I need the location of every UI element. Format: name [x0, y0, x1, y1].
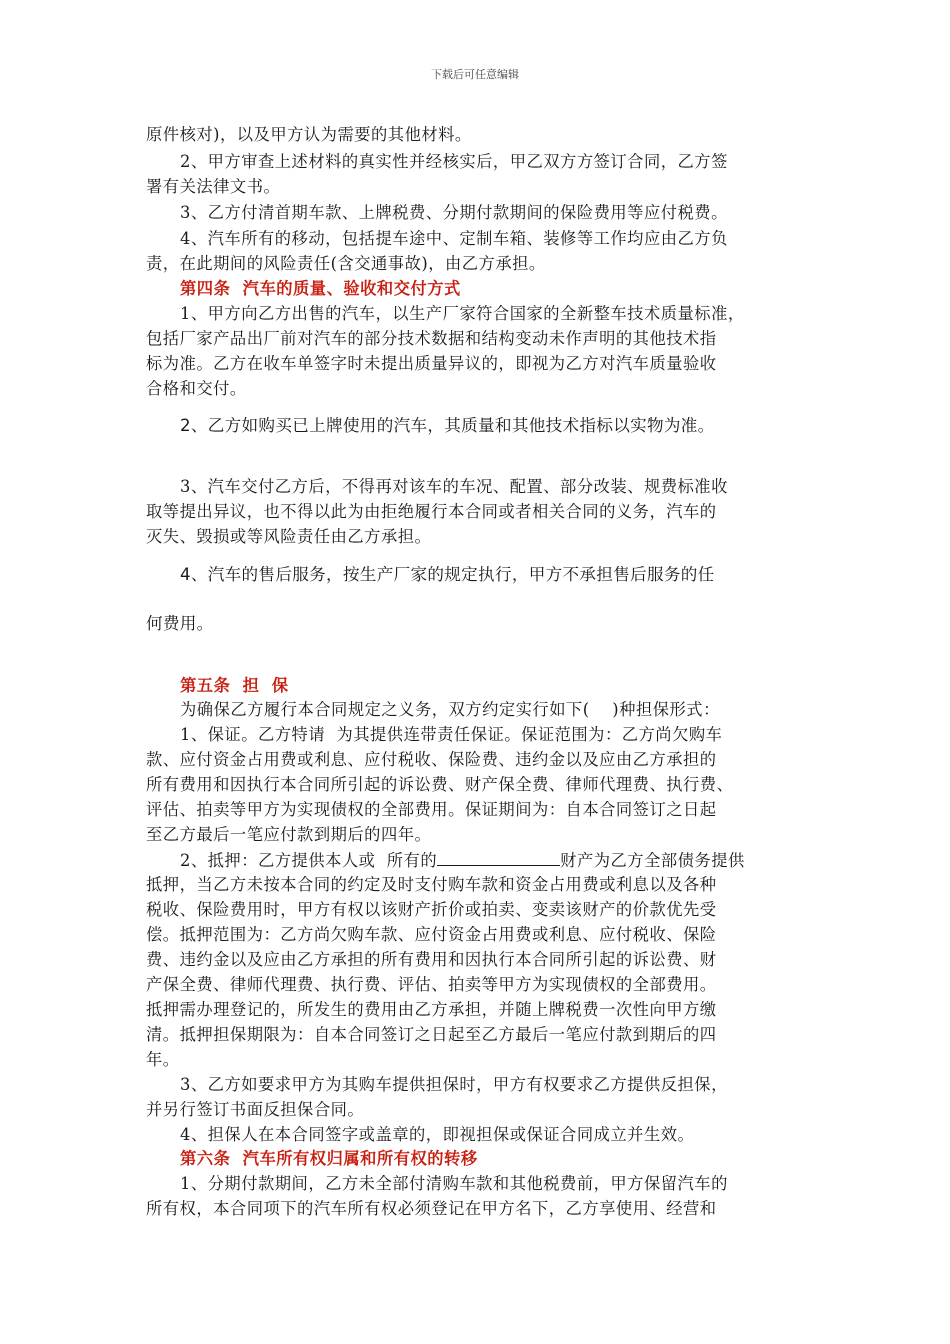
text-line: 3、汽车交付乙方后，不得再对该车的车况、配置、部分改装、规费标准收	[180, 477, 728, 496]
text-segment: 财产为乙方全部债务提供	[560, 851, 745, 870]
text-line: 费、违约金以及应由乙方承担的所有费用和因执行本合同所引起的诉讼费、财	[146, 950, 717, 969]
text-line: 税收、保险费用时，甲方有权以该财产折价或拍卖、变卖该财产的价款优先受	[146, 900, 717, 919]
text-line: 1、保证。乙方特请 为其提供连带责任保证。保证范围为：乙方尚欠购车	[180, 725, 723, 744]
text-line: 署有关法律文书。	[146, 177, 281, 196]
text-line	[180, 848, 745, 873]
text-line: 3、乙方如要求甲方为其购车提供担保时，甲方有权要求乙方提供反担保，	[180, 1075, 728, 1094]
text-line: 原件核对)，以及甲方认为需要的其他材料。	[146, 125, 472, 144]
text-line: 4、汽车所有的移动，包括提车途中、定制车箱、装修等工作均应由乙方负	[180, 229, 728, 248]
text-line: 偿。抵押范围为：乙方尚欠购车款、应付资金占用费或利息、应付税收、保险	[146, 925, 717, 944]
text-line: 合格和交付。	[146, 379, 247, 398]
text-line: 抵押，当乙方未按本合同的约定及时支付购车款和资金占用费或利息以及各种	[146, 875, 717, 894]
page-header: 下载后可任意编辑	[431, 68, 519, 81]
text-line: 为确保乙方履行本合同规定之义务，双方约定实行如下( )种担保形式：	[180, 700, 720, 719]
text-line: 4、汽车的售后服务，按生产厂家的规定执行，甲方不承担售后服务的任	[180, 565, 715, 584]
text-line: 抵押需办理登记的，所发生的费用由乙方承担，并随上牌税费一次性向甲方缴	[146, 1000, 717, 1019]
fill-in-blank	[437, 848, 560, 866]
text-line: 标为准。乙方在收车单签字时未提出质量异议的，即视为乙方对汽车质量验收	[146, 354, 717, 373]
text-line: 所有费用和因执行本合同所引起的诉讼费、财产保全费、律师代理费、执行费、	[146, 775, 734, 794]
text-line: 并另行签订书面反担保合同。	[146, 1100, 365, 1119]
section-heading: 第六条 汽车所有权归属和所有权的转移	[180, 1149, 478, 1168]
text-line: 4、担保人在本合同签字或盖章的，即视担保或保证合同成立并生效。	[180, 1125, 695, 1144]
text-line: 至乙方最后一笔应付款到期后的四年。	[146, 825, 432, 844]
text-line: 3、乙方付清首期车款、上牌税费、分期付款期间的保险费用等应付税费。	[180, 203, 728, 222]
text-line: 责，在此期间的风险责任(含交通事故)，由乙方承担。	[146, 254, 546, 273]
text-line: 何费用。	[146, 614, 214, 633]
text-line: 2、甲方审查上述材料的真实性并经核实后，甲乙双方方签订合同，乙方签	[180, 152, 728, 171]
text-line: 包括厂家产品出厂前对汽车的部分技术数据和结构变动未作声明的其他技术指	[146, 329, 717, 348]
section-heading: 第五条 担 保	[180, 676, 289, 695]
text-segment: 2、抵押：乙方提供本人或 所有的	[180, 851, 438, 870]
text-line: 年。	[146, 1050, 180, 1069]
text-line: 评估、拍卖等甲方为实现债权的全部费用。保证期间为：自本合同签订之日起	[146, 800, 717, 819]
text-line: 款、应付资金占用费或利息、应付税收、保险费、违约金以及应由乙方承担的	[146, 750, 717, 769]
text-line: 灭失、毁损或等风险责任由乙方承担。	[146, 527, 432, 546]
section-heading: 第四条 汽车的质量、验收和交付方式	[180, 279, 461, 298]
text-line: 1、分期付款期间，乙方未全部付清购车款和其他税费前，甲方保留汽车的	[180, 1174, 728, 1193]
text-line: 1、甲方向乙方出售的汽车，以生产厂家符合国家的全新整车技术质量标准，	[180, 304, 745, 323]
text-line: 2、乙方如购买已上牌使用的汽车，其质量和其他技术指标以实物为准。	[180, 416, 715, 435]
text-line: 清。抵押担保期限为：自本合同签订之日起至乙方最后一笔应付款到期后的四	[146, 1025, 717, 1044]
text-line: 产保全费、律师代理费、执行费、评估、拍卖等甲方为实现债权的全部费用。	[146, 975, 717, 994]
text-line: 取等提出异议，也不得以此为由拒绝履行本合同或者相关合同的义务，汽车的	[146, 502, 717, 521]
text-line: 所有权，本合同项下的汽车所有权必须登记在甲方名下，乙方享使用、经营和	[146, 1199, 717, 1218]
